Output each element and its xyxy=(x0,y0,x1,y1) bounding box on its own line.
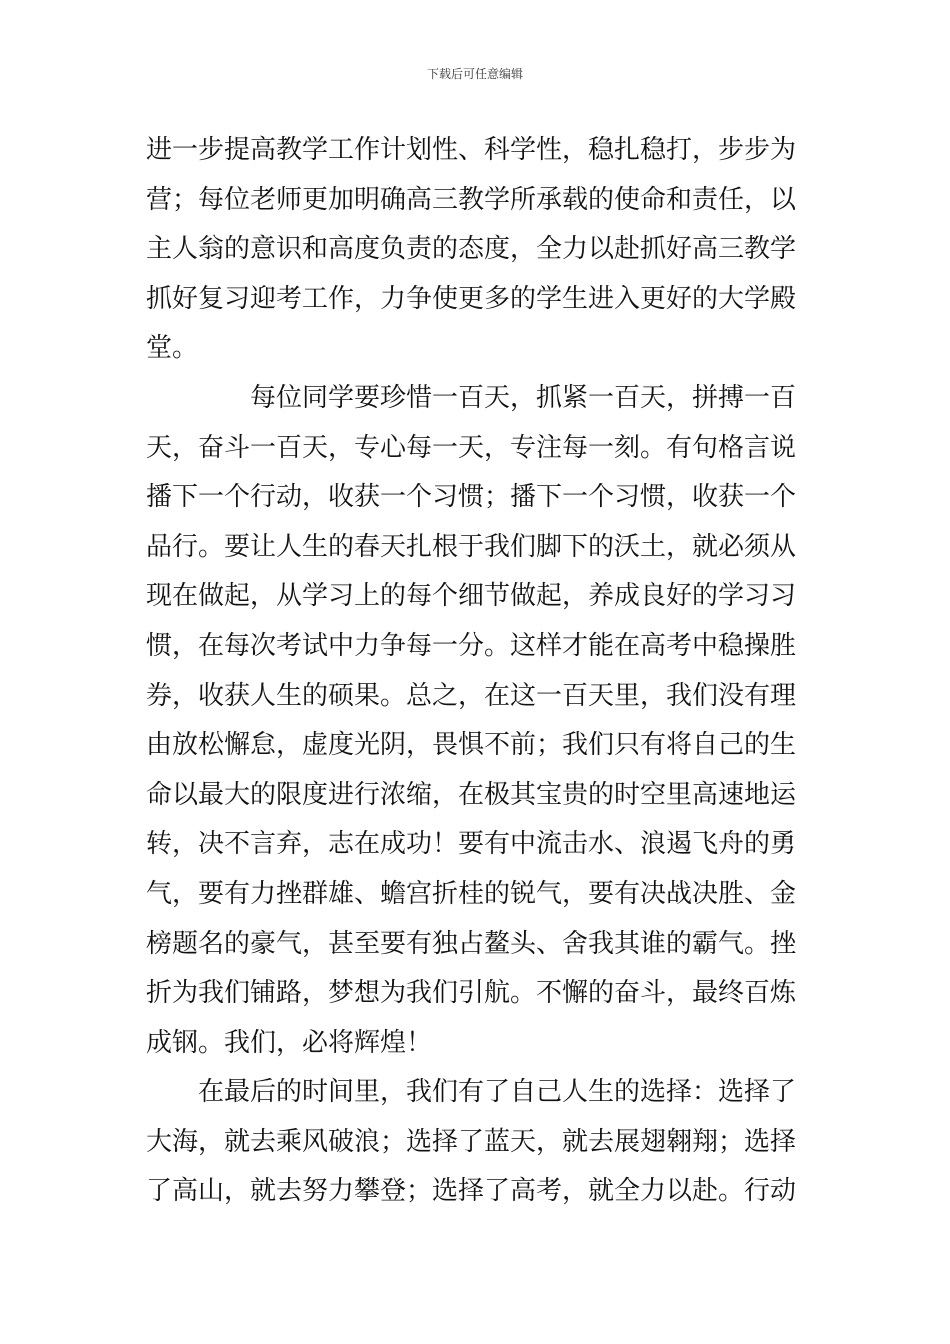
text-line: 转，决不言弃，志在成功！要有中流击水、浪遏飞舟的勇 xyxy=(146,829,797,860)
text-line: 堂。 xyxy=(146,333,199,364)
text-line: 成钢。我们，必将辉煌！ xyxy=(146,1027,433,1058)
document-body xyxy=(146,126,811,1217)
text-line: 进一步提高教学工作计划性、科学性，稳扎稳打，步步为 xyxy=(146,135,797,165)
text-line: 了高山，就去努力攀登；选择了高考，就全力以赴。行动 xyxy=(146,1176,797,1207)
text-line: 大海，就去乘风破浪；选择了蓝天，就去展翅翱翔；选择 xyxy=(146,1126,797,1157)
text-line: 榜题名的豪气，甚至要有独占鳌头、舍我其谁的霸气。挫 xyxy=(146,928,797,959)
paragraph-3 xyxy=(146,1068,811,1217)
text-line: 营；每位老师更加明确高三教学所承载的使命和责任，以 xyxy=(146,184,797,215)
text-line: 惯，在每次考试中力争每一分。这样才能在高考中稳操胜 xyxy=(146,630,797,661)
text-line: 品行。要让人生的春天扎根于我们脚下的沃土，就必须从 xyxy=(146,531,797,562)
page-header: 下载后可任意编辑 xyxy=(426,67,523,81)
text-line: 券，收获人生的硕果。总之，在这一百天里，我们没有理 xyxy=(146,680,797,711)
text-line: 折为我们铺路，梦想为我们引航。不懈的奋斗，最终百炼 xyxy=(146,978,797,1009)
text-line: 主人翁的意识和高度负责的态度，全力以赴抓好高三教学 xyxy=(146,234,797,265)
text-line: 每位同学要珍惜一百天，抓紧一百天，拼搏一百 xyxy=(146,382,797,413)
text-line: 天，奋斗一百天，专心每一天，专注每一刻。有句格言说 xyxy=(146,432,797,463)
text-line: 在最后的时间里，我们有了自己人生的选择：选择了 xyxy=(146,1077,797,1108)
text-line: 气，要有力挫群雄、蟾宫折桂的锐气，要有决战决胜、金 xyxy=(146,878,797,909)
text-line: 现在做起，从学习上的每个细节做起，养成良好的学习习 xyxy=(146,581,797,612)
text-line: 抓好复习迎考工作，力争使更多的学生进入更好的大学殿 xyxy=(146,283,797,314)
text-line: 命以最大的限度进行浓缩，在极其宝贵的时空里高速地运 xyxy=(146,779,797,810)
text-line: 由放松懈怠，虚度光阴，畏惧不前；我们只有将自己的生 xyxy=(146,730,797,761)
paragraph-2 xyxy=(146,374,811,1068)
text-line: 播下一个行动，收获一个习惯；播下一个习惯，收获一个 xyxy=(146,482,797,513)
paragraph-1 xyxy=(146,126,811,374)
